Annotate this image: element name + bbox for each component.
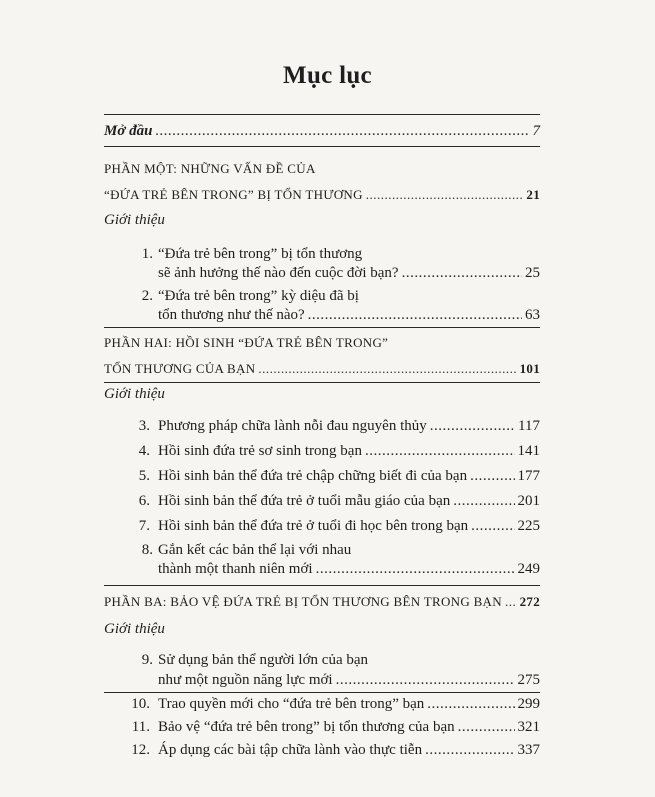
divider: [104, 327, 540, 328]
divider: [104, 692, 540, 693]
leader-dots: [316, 560, 515, 579]
chapter-number: 12.: [131, 742, 150, 758]
chapter-title: “Đứa trẻ bên trong” bị tổn thương: [158, 246, 363, 262]
chapter-title: Hồi sinh đứa trẻ sơ sinh trong bạn: [158, 443, 362, 459]
chapter-page: 177: [517, 468, 540, 484]
divider: [104, 146, 540, 147]
chapter-title-cont: thành một thanh niên mới: [158, 561, 313, 577]
part-title-line2: “ĐỨA TRẺ BÊN TRONG” BỊ TỔN THƯƠNG: [104, 187, 363, 202]
part-page: 272: [519, 594, 540, 609]
chapter-title: Phương pháp chữa lành nỗi đau nguyên thủy: [158, 418, 427, 434]
chapter-page: 141: [517, 443, 540, 459]
part-page: 21: [526, 187, 540, 202]
part-heading-2[interactable]: [104, 333, 540, 352]
page-title: Mục lục: [283, 62, 372, 89]
leader-dots: [453, 492, 514, 511]
chapter-title: Hồi sinh bản thể đứa trẻ ở tuổi đi học bên trong bạn: [158, 518, 469, 534]
part-title-line1: PHẦN HAI: HỒI SINH “ĐỨA TRẺ BÊN TRONG”: [104, 335, 389, 350]
leader-dots: [471, 517, 514, 536]
chapter-number: 6.: [138, 493, 150, 509]
chapter-entry[interactable]: [104, 517, 540, 536]
leader-dots: [308, 306, 522, 325]
leader-dots: [505, 592, 517, 611]
chapter-title-cont: sẽ ảnh hưởng thế nào đến cuộc đời bạn?: [158, 265, 399, 281]
leader-dots: [336, 671, 515, 690]
chapter-page: 321: [517, 719, 540, 735]
chapter-title: Gắn kết các bản thể lại với nhau: [158, 542, 352, 558]
chapter-entry[interactable]: [104, 467, 540, 486]
chapter-entry[interactable]: [104, 442, 540, 461]
chapter-number: 1.: [141, 246, 153, 262]
chapter-number: 8.: [141, 542, 153, 558]
chapter-page: 25: [525, 265, 540, 281]
leader-dots: [425, 741, 514, 760]
intro-label[interactable]: Giới thiệu: [104, 386, 165, 402]
intro-label[interactable]: Giới thiệu: [104, 621, 165, 637]
chapter-page: 275: [517, 672, 540, 688]
chapter-number: 11.: [131, 719, 150, 735]
chapter-page: 249: [517, 561, 540, 577]
leader-dots: [470, 467, 514, 486]
leader-dots: [366, 185, 524, 204]
part-page: 101: [519, 361, 540, 376]
part-title-line2: TỔN THƯƠNG CỦA BẠN: [104, 361, 256, 376]
chapter-page: 63: [525, 307, 540, 323]
chapter-number: 3.: [138, 418, 150, 434]
chapter-entry[interactable]: [104, 741, 540, 760]
chapter-title-cont: tổn thương như thế nào?: [158, 307, 305, 323]
chapter-title: Bảo vệ “đứa trẻ bên trong” bị tổn thương của bạn: [158, 719, 455, 735]
chapter-entry[interactable]: [104, 541, 540, 581]
chapter-title: Sử dụng bản thể người lớn của bạn: [158, 652, 369, 668]
chapter-number: 4.: [138, 443, 150, 459]
chapter-page: 201: [517, 493, 540, 509]
leader-dots: [402, 264, 522, 283]
chapter-title: Trao quyền mới cho “đứa trẻ bên trong” bạn: [158, 696, 425, 712]
intro-label[interactable]: Giới thiệu: [104, 212, 165, 228]
chapter-entry[interactable]: [104, 695, 540, 714]
divider: [104, 585, 540, 586]
part-title-line1: PHẦN MỘT: NHỮNG VẤN ĐỀ CỦA: [104, 161, 316, 176]
chapter-entry[interactable]: [104, 245, 540, 285]
chapter-number: 2.: [141, 288, 153, 304]
chapter-title-cont: như một nguồn năng lực mới: [158, 672, 333, 688]
leader-dots: [458, 718, 515, 737]
chapter-entry[interactable]: [104, 718, 540, 737]
entry-label: Mở đầu: [104, 123, 153, 139]
chapter-entry[interactable]: [104, 287, 540, 327]
part-heading-1-line2[interactable]: [104, 185, 540, 204]
chapter-number: 5.: [138, 468, 150, 484]
part-heading-1[interactable]: [104, 159, 540, 178]
leader-dots: [430, 417, 515, 436]
divider: [104, 382, 540, 383]
chapter-entry[interactable]: [104, 492, 540, 511]
chapter-title: Hồi sinh bản thể đứa trẻ chập chững biết đi của bạn: [158, 468, 468, 484]
chapter-number: 7.: [138, 518, 150, 534]
part-heading-2-line2[interactable]: [104, 359, 540, 378]
chapter-entry[interactable]: [104, 417, 540, 436]
entry-page: 7: [532, 123, 540, 139]
chapter-page: 337: [517, 742, 540, 758]
chapter-number: 9.: [141, 652, 153, 668]
chapter-page: 117: [518, 418, 540, 434]
chapter-title: Hồi sinh bản thể đứa trẻ ở tuổi mẫu giáo của bạn: [158, 493, 451, 509]
chapter-entry[interactable]: [104, 651, 540, 691]
leader-dots: [155, 122, 529, 141]
chapter-title: Áp dụng các bài tập chữa lành vào thực tiễn: [158, 742, 423, 758]
toc-entry-preface[interactable]: [104, 122, 540, 141]
chapter-number: 10.: [131, 696, 150, 712]
part-title-line1: PHẦN BA: BẢO VỆ ĐỨA TRẺ BỊ TỔN THƯƠNG BÊN TRONG BẠN: [104, 594, 502, 609]
part-heading-3[interactable]: [104, 592, 540, 611]
leader-dots: [258, 359, 516, 378]
leader-dots: [365, 442, 515, 461]
chapter-page: 225: [517, 518, 540, 534]
chapter-title: “Đứa trẻ bên trong” kỳ diệu đã bị: [158, 288, 359, 304]
divider: [104, 114, 540, 115]
chapter-page: 299: [517, 696, 540, 712]
leader-dots: [427, 695, 514, 714]
